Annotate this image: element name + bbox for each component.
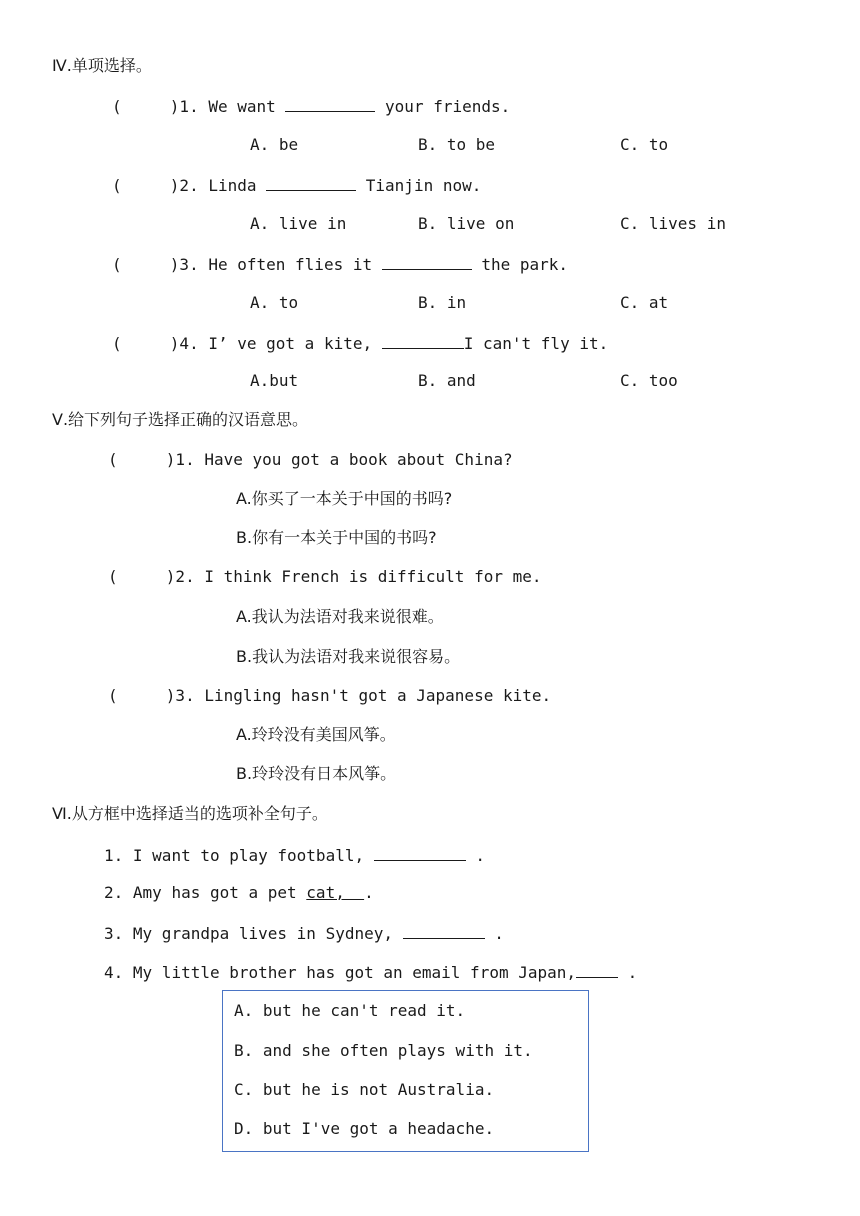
answer-blank[interactable] — [382, 253, 472, 270]
question-text-before: He often flies it — [208, 255, 382, 274]
option-b: B.我认为法语对我来说很容易。 — [236, 647, 461, 666]
answer-blank[interactable] — [576, 961, 618, 978]
fill-item — [104, 961, 637, 983]
item-text-before: I want to play football, — [132, 846, 374, 865]
question-row — [112, 332, 608, 354]
fill-item — [104, 844, 485, 866]
item-text-after: . — [364, 883, 374, 902]
question-text-after: Tianjin now. — [356, 176, 482, 195]
option-a: A. live in — [250, 214, 347, 233]
answer-blank[interactable] — [266, 174, 356, 191]
answer-blank[interactable] — [374, 844, 466, 861]
answer-paren[interactable]: ( )3. — [112, 255, 199, 274]
item-number: 2. — [104, 883, 124, 902]
question-text-after: I can't fly it. — [463, 334, 609, 353]
option-b: B. in — [418, 293, 467, 312]
answer-paren[interactable]: ( )1. — [108, 450, 195, 469]
question-text-before: I’ ve got a kite, — [208, 334, 382, 353]
option-c: C. too — [620, 371, 678, 390]
box-option-d: D. but I've got a headache. — [234, 1119, 495, 1138]
item-number: 1. — [104, 846, 124, 865]
question-row — [108, 567, 542, 587]
section-4-heading: Ⅳ.单项选择。 — [52, 56, 152, 75]
option-b: B. and — [418, 371, 476, 390]
question-row — [108, 450, 513, 470]
item-text-after: . — [618, 963, 638, 982]
option-a: A. to — [250, 293, 299, 312]
answer-blank[interactable] — [285, 95, 375, 112]
item-text-before: My little brother has got an email from Japan, — [132, 963, 577, 982]
answer-blank[interactable] — [403, 922, 485, 939]
option-b: B. live on — [418, 214, 515, 233]
section-5-heading: Ⅴ.给下列句子选择正确的汉语意思。 — [52, 410, 309, 429]
option-a: A.你买了一本关于中国的书吗? — [236, 489, 453, 508]
question-row — [112, 95, 510, 117]
option-a: A. be — [250, 135, 299, 154]
answer-paren[interactable]: ( )1. — [112, 97, 199, 116]
question-text-after: the park. — [471, 255, 569, 274]
question-text: Have you got a book about China? — [204, 450, 513, 469]
question-row — [108, 686, 551, 706]
fill-item — [104, 922, 504, 944]
section-6-heading: Ⅵ.从方框中选择适当的选项补全句子。 — [52, 804, 328, 823]
answer-blank[interactable] — [382, 332, 464, 349]
item-text-after: . — [465, 846, 485, 865]
question-text: Lingling hasn't got a Japanese kite. — [204, 686, 552, 705]
item-text-after: . — [484, 924, 504, 943]
item-number: 4. — [104, 963, 124, 982]
option-b: B.你有一本关于中国的书吗? — [236, 528, 437, 547]
answer-paren[interactable]: ( )2. — [112, 176, 199, 195]
item-text-before: Amy has got a pet — [132, 883, 307, 902]
option-a: A.玲玲没有美国风筝。 — [236, 725, 396, 744]
answer-paren[interactable]: ( )4. — [112, 334, 199, 353]
question-text-after: your friends. — [375, 97, 511, 116]
box-option-b: B. and she often plays with it. — [234, 1041, 533, 1060]
question-text-before: We want — [208, 97, 286, 116]
answer-paren[interactable]: ( )3. — [108, 686, 195, 705]
question-text-before: Linda — [208, 176, 267, 195]
option-c: C. at — [620, 293, 669, 312]
underlined-word[interactable]: cat, — [306, 883, 365, 902]
option-a: A.我认为法语对我来说很难。 — [236, 607, 444, 626]
question-row — [112, 253, 568, 275]
option-a: A.but — [250, 371, 299, 390]
question-row — [112, 174, 481, 196]
option-c: C. to — [620, 135, 669, 154]
fill-item — [104, 883, 374, 903]
option-b: B.玲玲没有日本风筝。 — [236, 764, 397, 783]
answer-paren[interactable]: ( )2. — [108, 567, 195, 586]
item-number: 3. — [104, 924, 124, 943]
option-c: C. lives in — [620, 214, 726, 233]
question-text: I think French is difficult for me. — [204, 567, 542, 586]
option-b: B. to be — [418, 135, 496, 154]
box-option-a: A. but he can't read it. — [234, 1001, 466, 1020]
item-text-before: My grandpa lives in Sydney, — [132, 924, 403, 943]
box-option-c: C. but he is not Australia. — [234, 1080, 495, 1099]
